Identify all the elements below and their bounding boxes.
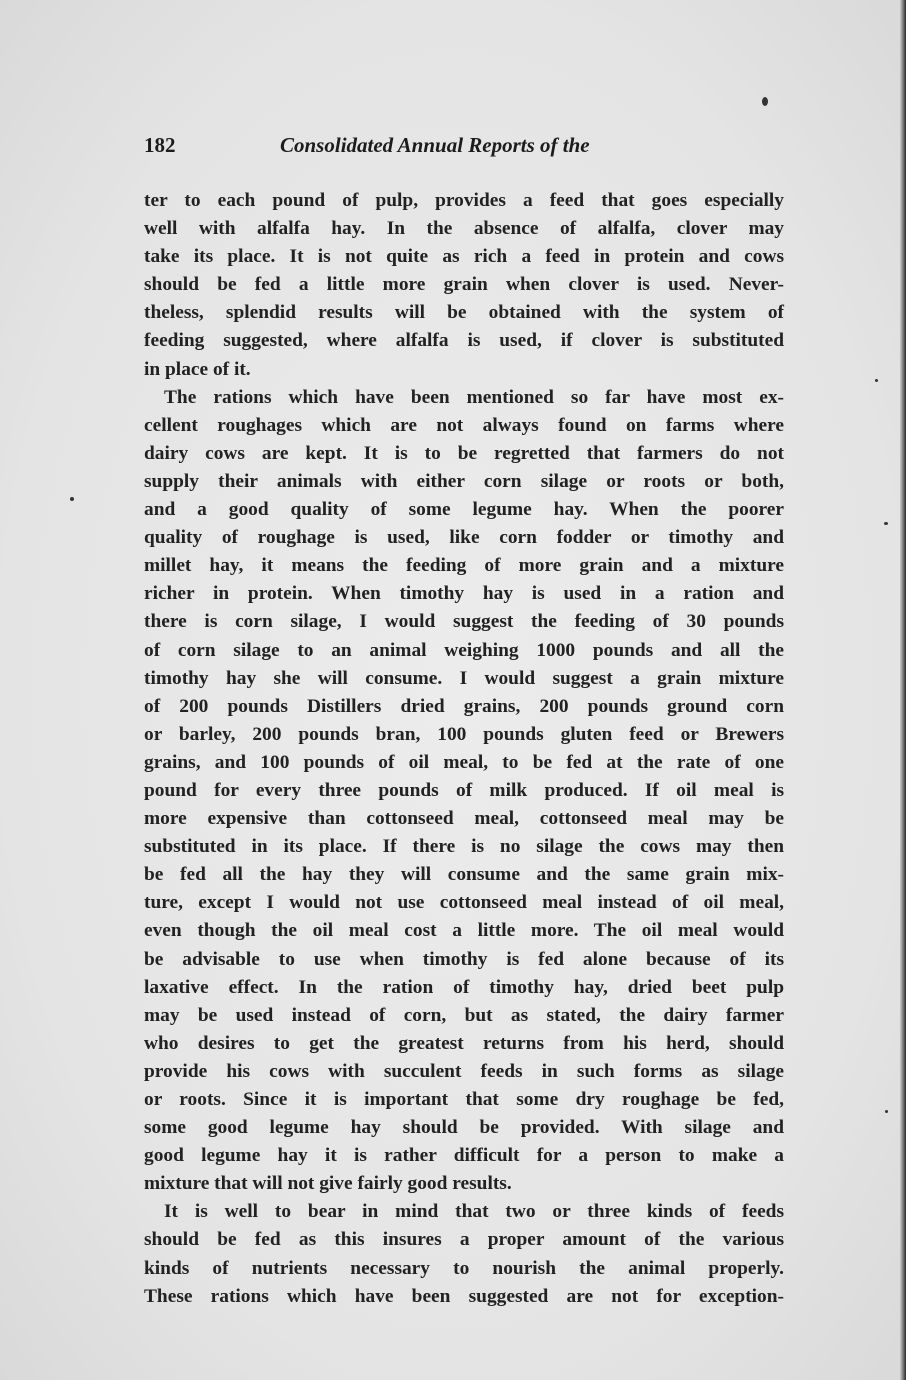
text-line: even though the oil meal cost a little more. The oil meal would xyxy=(144,920,784,942)
text-line: and a good quality of some legume hay. When the poorer xyxy=(144,499,784,521)
text-line: The rations which have been mentioned so far have most ex- xyxy=(164,386,784,408)
text-line: quality of roughage is used, like corn fodder or timothy and xyxy=(144,527,784,549)
text-line: well with alfalfa hay. In the absence of alfalfa, clover may xyxy=(144,218,784,240)
text-line: should be fed a little more grain when clover is used. Never- xyxy=(144,274,784,296)
text-line: be fed all the hay they will consume and the same grain mix- xyxy=(144,864,784,886)
text-line: be advisable to use when timothy is fed alone because of its xyxy=(144,948,784,970)
text-line: grains, and 100 pounds of oil meal, to be fed at the rate of one xyxy=(144,751,784,773)
text-line: pound for every three pounds of milk produced. If oil meal is xyxy=(144,779,784,801)
text-line: provide his cows with succulent feeds in such forms as silage xyxy=(144,1060,784,1082)
text-line: ter to each pound of pulp, provides a feed that goes especially xyxy=(144,190,784,211)
text-line: of corn silage to an animal weighing 1000 pounds and all the xyxy=(144,639,784,661)
text-line: good legume hay it is rather difficult for a person to make a xyxy=(144,1145,784,1167)
paragraph-3 xyxy=(144,1198,784,1310)
text-line: mixture that will not give fairly good results. xyxy=(144,1173,512,1195)
text-line: who desires to get the greatest returns from his herd, should xyxy=(144,1032,784,1054)
text-line: some good legume hay should be provided. With silage and xyxy=(144,1117,784,1139)
text-line: or roots. Since it is important that some dry roughage be fed, xyxy=(144,1089,784,1110)
ink-speck xyxy=(885,1110,888,1113)
ink-speck xyxy=(875,379,878,382)
text-line: timothy hay she will consume. I would suggest a grain mixture xyxy=(144,667,784,689)
text-line: theless, splendid results will be obtained with the system of xyxy=(144,302,784,324)
text-line: in place of it. xyxy=(144,358,251,380)
ink-speck xyxy=(884,522,888,525)
text-line: It is well to bear in mind that two or three kinds of feeds xyxy=(164,1201,784,1223)
text-line: there is corn silage, I would suggest the feeding of 30 pounds xyxy=(144,611,784,633)
body-text xyxy=(144,187,784,1311)
ink-speck xyxy=(70,497,74,501)
text-line: should be fed as this insures a proper amount of the various xyxy=(144,1229,784,1251)
paragraph-1 xyxy=(144,187,784,384)
text-line: take its place. It is not quite as rich a feed in protein and cows xyxy=(144,246,784,268)
text-line: feeding suggested, where alfalfa is used, if clover is substituted xyxy=(144,330,784,352)
paragraph-2 xyxy=(144,384,784,1199)
text-line: ture, except I would not use cottonseed meal instead of oil meal, xyxy=(144,892,784,914)
page-edge-shadow xyxy=(900,0,906,1380)
ink-speck xyxy=(762,97,768,106)
text-line: These rations which have been suggested are not for exception- xyxy=(144,1285,784,1307)
text-line: may be used instead of corn, but as stated, the dairy farmer xyxy=(144,1004,784,1026)
text-line: laxative effect. In the ration of timothy hay, dried beet pulp xyxy=(144,976,784,998)
text-line: of 200 pounds Distillers dried grains, 200 pounds ground corn xyxy=(144,695,784,717)
text-line: more expensive than cottonseed meal, cottonseed meal may be xyxy=(144,808,784,830)
page-header xyxy=(144,133,784,163)
running-title: Consolidated Annual Reports of the xyxy=(280,133,590,157)
text-line: supply their animals with either corn silage or roots or both, xyxy=(144,470,784,492)
text-line: kinds of nutrients necessary to nourish the animal properly. xyxy=(144,1257,784,1279)
text-line: millet hay, it means the feeding of more grain and a mixture xyxy=(144,555,784,577)
text-line: richer in protein. When timothy hay is used in a ration and xyxy=(144,583,784,605)
text-line: substituted in its place. If there is no silage the cows may then xyxy=(144,836,784,858)
text-line: cellent roughages which are not always found on farms where xyxy=(144,414,784,436)
text-line: dairy cows are kept. It is to be regretted that farmers do not xyxy=(144,442,784,464)
text-line: or barley, 200 pounds bran, 100 pounds gluten feed or Brewers xyxy=(144,723,784,745)
page-number: 182 xyxy=(144,133,176,157)
